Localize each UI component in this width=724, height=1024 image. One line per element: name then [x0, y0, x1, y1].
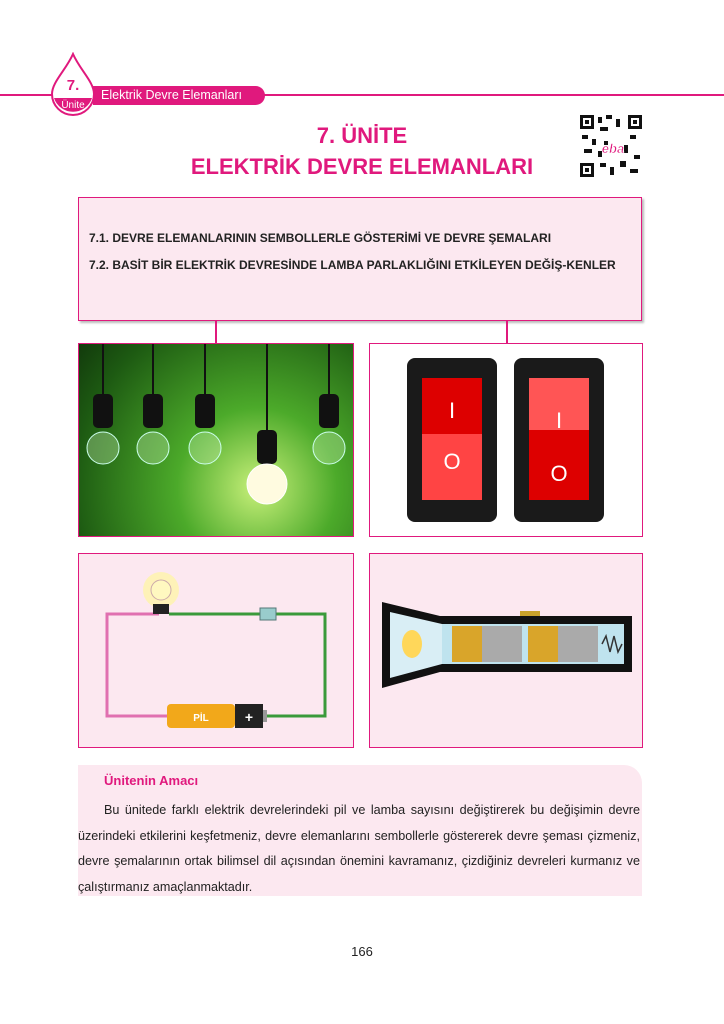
light-bulb — [189, 432, 221, 464]
topic-item: 7.2. BASİT BİR ELEKTRİK DEVRESİNDE LAMBA PARLAKLIĞINI ETKİLEYEN DEĞİŞ-KENLER — [89, 258, 616, 272]
simple-circuit-illustration — [78, 553, 354, 748]
unit-word: Ünite — [61, 100, 85, 111]
unit-drop-badge — [50, 52, 96, 116]
light-bulb — [313, 432, 345, 464]
bulb-socket — [93, 394, 113, 428]
bulb-socket — [195, 394, 215, 428]
switch-off-mark: O — [550, 461, 568, 486]
battery-plus: + — [244, 709, 254, 725]
connector-line — [506, 321, 508, 343]
switch-on-mark: I — [448, 398, 456, 423]
qr-code[interactable] — [580, 115, 642, 177]
switch-off-mark: O — [443, 449, 461, 474]
topic-item: 7.1. DEVRE ELEMANLARININ SEMBOLLERLE GÖSTERİMİ VE DEVRE ŞEMALARI — [89, 231, 552, 245]
bulb-socket — [319, 394, 339, 428]
light-bulb — [137, 432, 169, 464]
eba-logo: eba — [601, 141, 625, 156]
light-bulb — [247, 464, 287, 504]
page-number: 166 — [351, 944, 373, 959]
battery-label: PİL — [193, 713, 209, 724]
switch-on-mark: I — [555, 408, 563, 433]
bulb-socket — [143, 394, 163, 428]
aim-heading: Ünitenin Amacı — [104, 773, 199, 788]
light-bulb — [87, 432, 119, 464]
connector-line — [215, 321, 217, 343]
topics-box — [78, 197, 642, 321]
aim-text: Bu ünitede farklı elektrik devrelerindeki pil ve lamba sayısını değiştirerek bu değişimin devre üzerindeki etkilerini keşfetmeniz, devre elemanlarını sembollerle göstererek devre şeması çizmeniz, devre şemalarının ortak bilimsel dil açısından önemini kavramanız, çizdiğiniz devreleri kurmanız ve çalıştırmanız amaçlanmaktadır. — [78, 803, 640, 894]
rocker-switches-photo — [369, 343, 643, 537]
section-label: Elektrik Devre Elemanları — [93, 86, 265, 105]
unit-aim-box — [78, 765, 642, 896]
bulb-socket — [257, 430, 277, 464]
flashlight-cutaway-illustration — [369, 553, 643, 748]
light-bulbs-photo — [78, 343, 354, 537]
unit-number: 7. — [66, 77, 80, 94]
unit-title: 7. ÜNİTE — [316, 123, 408, 148]
unit-subtitle: ELEKTRİK DEVRE ELEMANLARI — [190, 154, 534, 179]
